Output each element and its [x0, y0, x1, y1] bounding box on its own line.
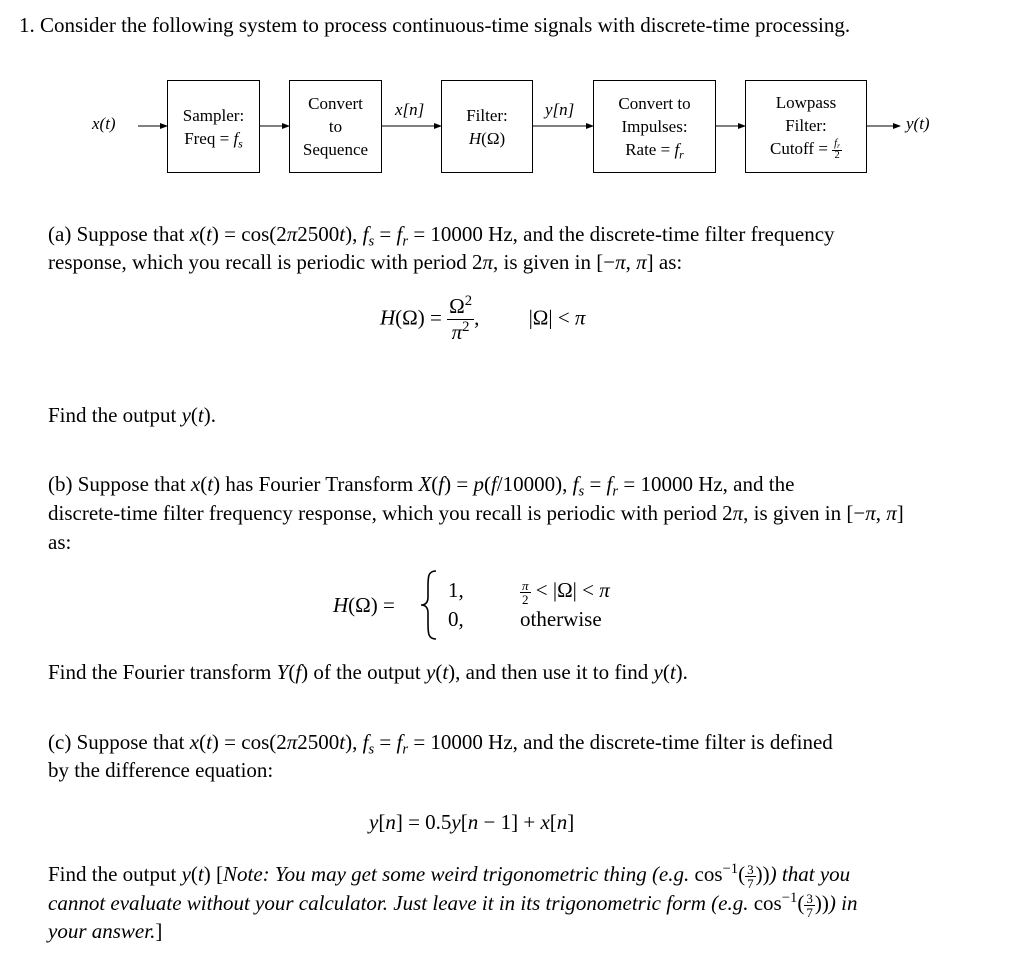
part-a-line-2: response, which you recall is periodic with period 2π, is given in [−π, π] as:	[48, 250, 683, 274]
lowpass-line-1: Lowpass	[775, 93, 837, 113]
part-b-suppose: Suppose that	[77, 472, 186, 496]
part-c-note-3: cannot evaluate without your calculator. Just leave it in its trigonometric form (e.g.	[48, 891, 749, 915]
part-b-find-3: , and then use it to find	[455, 660, 649, 684]
sampler-title: Sampler:	[182, 105, 245, 125]
sampler-freq: Freq = $f_s$	[184, 128, 243, 151]
part-c-suppose: Suppose that	[76, 730, 185, 754]
part-c-line-1: (c) Suppose that x(t) = cos(2π2500t), $f_s = f_r = 10000$ Hz, and the discrete-time filter is defined	[48, 730, 833, 758]
part-b-case-1-cond: $\frac{\pi}{2}$ < |Ω| < π	[522, 577, 610, 607]
part-c-label: (c)	[48, 730, 72, 754]
convert-sequence-block	[289, 80, 382, 173]
part-a-as: as:	[658, 250, 683, 274]
convert-line-3: Sequence	[302, 140, 369, 159]
part-a-line-1: (a) Suppose that x(t) = cos(2π2500t), $f_s = f_r = 10000$ Hz, and the discrete-time filter frequency	[48, 222, 835, 250]
part-c-find-line-1: Find the output y(t) [Note: You may get some weird trigonometric thing (e.g. $\cos^{-1}$( $\frac{3}{7}$ ))) that you	[48, 860, 851, 891]
yn-label: y[n]	[545, 100, 575, 119]
part-b-case-2-value: 0,	[448, 607, 464, 631]
lowpass-line-2: Filter:	[785, 116, 827, 136]
xn-label: x[n]	[395, 100, 425, 119]
part-a-find-text: Find the output	[48, 403, 177, 427]
filter-title: Filter:	[466, 105, 508, 125]
output-signal-label: y(t)	[906, 114, 930, 133]
filter-h: H(Ω)	[468, 128, 506, 148]
part-b-brace	[418, 569, 442, 641]
sampler-block	[167, 80, 260, 173]
part-a-equation: H(Ω) = $\frac{\Omega^2}{\pi^2}$ , |Ω| < π	[380, 292, 586, 344]
problem-intro: Consider the following system to process continuous-time signals with discrete-time processing.	[40, 13, 851, 37]
part-c-note-label: Note:	[223, 862, 270, 886]
part-a-suppose: Suppose that	[76, 222, 185, 246]
part-c-line-2: by the difference equation:	[48, 758, 274, 782]
part-b-line2-tail: , is given in	[743, 501, 842, 525]
part-a-line2-text: response, which you recall is periodic with period	[48, 250, 467, 274]
part-a-find: Find the output y(t).	[48, 403, 217, 427]
impulses-line-2: Impulses:	[621, 117, 688, 136]
part-b-find-1: Find the Fourier transform	[48, 660, 272, 684]
part-b-has-ft: has Fourier Transform	[225, 472, 414, 496]
part-c-note-5: your answer.	[48, 919, 156, 943]
part-c-find-line-3: your answer.]	[48, 919, 163, 943]
convert-line-2: to	[328, 117, 343, 136]
part-b-line-3: as:	[48, 530, 72, 554]
part-c-note-1: You may get some weird trigonometric thing (e.g.	[274, 862, 690, 886]
part-a-hz: 10000 Hz	[430, 222, 513, 246]
part-b-equation-lhs: H(Ω) =	[333, 593, 395, 617]
part-a-line1-tail: , and the discrete-time filter frequency	[512, 222, 835, 246]
part-c-find-line-2: cannot evaluate without your calculator. Just leave it in its trigonometric form (e.g. $\cos^{-1}$( $\frac{3}{7}$ ))) in	[48, 889, 858, 920]
part-b-find: Find the Fourier transform Y(f) of the output y(t), and then use it to find y(t).	[48, 660, 688, 684]
input-signal-label: x(t)	[92, 114, 116, 133]
part-b-line-1: (b) Suppose that x(t) has Fourier Transform X(f) = p(f/10000), $f_s = f_r = 10000$ Hz, and the	[48, 472, 795, 500]
part-c-find-text: Find the output	[48, 862, 177, 886]
part-b-case-1-value: 1,	[448, 578, 464, 602]
impulses-rate: Rate = $f_r$	[625, 140, 684, 162]
part-a-label: (a)	[48, 222, 72, 246]
part-c-difference-equation: y[n] = 0.5y[n − 1] + x[n]	[369, 810, 575, 834]
lowpass-block	[745, 80, 867, 173]
part-b-find-2: of the output	[313, 660, 421, 684]
part-b-case-2-cond: otherwise	[520, 607, 602, 631]
problem-number: 1.	[19, 13, 35, 37]
lowpass-cutoff: Cutoff = $\frac{f_r}{2}$	[770, 138, 840, 162]
part-b-hz: 10000 Hz, and the	[640, 472, 795, 496]
impulses-block	[593, 80, 716, 173]
part-c-hz: 10000 Hz, and the discrete-time filter is defined	[430, 730, 833, 754]
part-c-note-4: ) in	[828, 891, 858, 915]
part-b-label: (b)	[48, 472, 73, 496]
part-c-note-2: ) that you	[769, 862, 851, 886]
convert-line-1: Convert	[308, 94, 363, 113]
impulses-line-1: Convert to	[618, 94, 691, 113]
part-a-line2-tail: , is given in	[493, 250, 591, 274]
part-b-line-2: discrete-time filter frequency response, which you recall is periodic with period 2π, is given in [−π, π]	[48, 501, 904, 525]
filter-block	[441, 80, 533, 173]
part-b-line2-text: discrete-time filter frequency response, which you recall is periodic with period	[48, 501, 717, 525]
